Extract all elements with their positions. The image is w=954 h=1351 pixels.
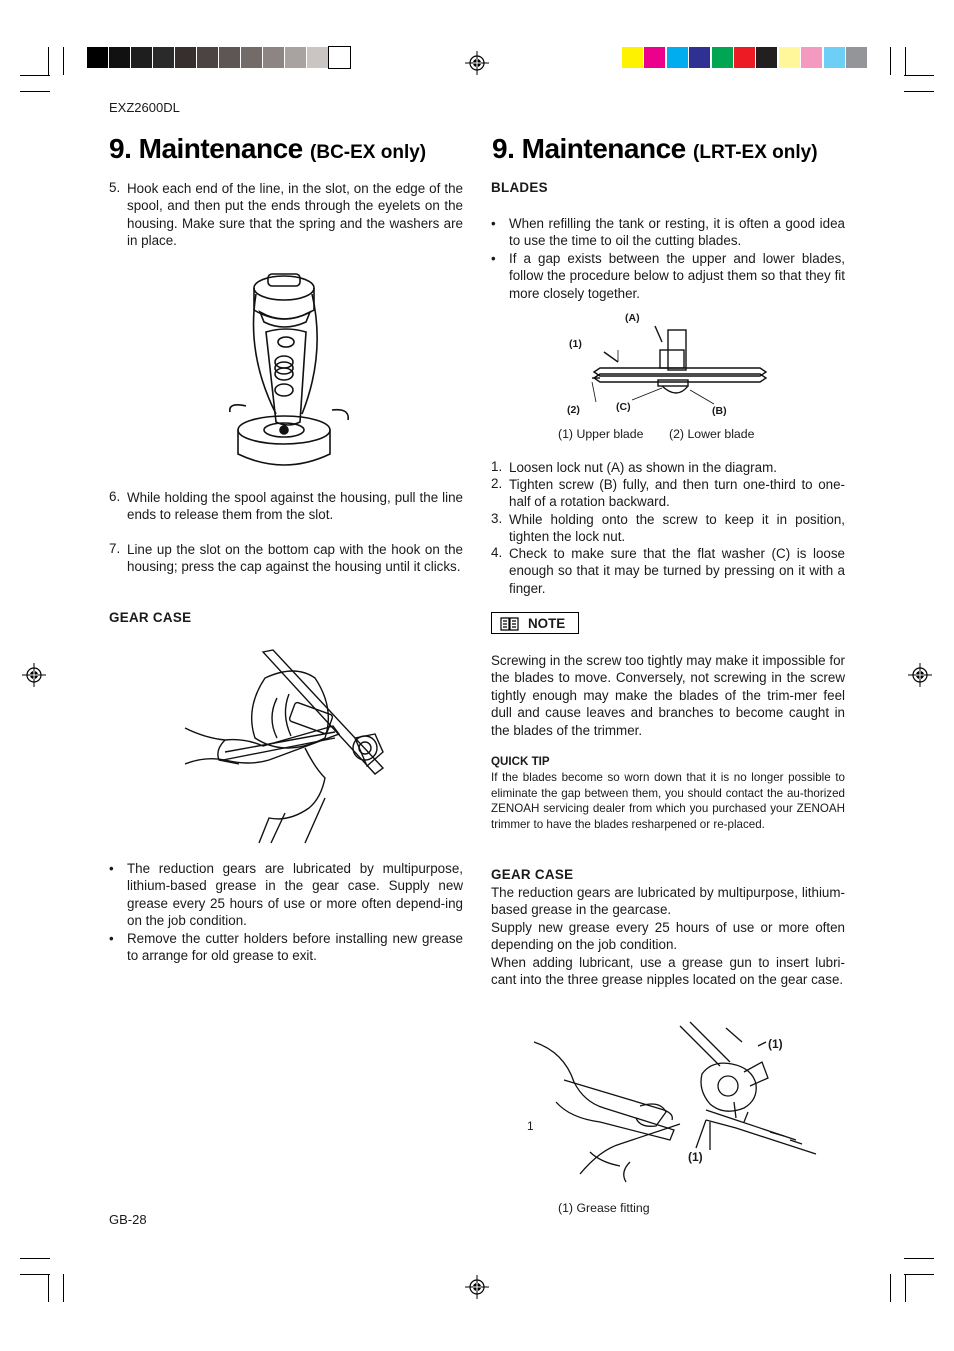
color-swatch [801, 47, 822, 68]
step-number: 2. [491, 476, 503, 491]
step-number: 6. [109, 489, 121, 504]
crop-mark [20, 91, 50, 92]
color-swatch [329, 47, 350, 68]
color-swatch [131, 47, 152, 68]
list-item: • Remove the cutter holders before installing new grease to arrange for old grease to exit. [109, 930, 463, 965]
diagram-label-a: (A) [625, 312, 640, 324]
book-icon [500, 616, 520, 631]
title-sub: (BC-EX only) [310, 142, 427, 163]
blade-step-3-text: While holding onto the screw to keep it in position, tighten the lock nut. [509, 512, 845, 545]
color-swatch [712, 47, 733, 68]
crop-mark [904, 1274, 934, 1275]
color-swatch [756, 47, 777, 68]
page-number: GB-28 [109, 1212, 147, 1227]
quick-tip-text: If the blades become so worn down that it is no longer possible to eliminate the gap between them, you should contact the au-thorized ZENOAH servicing dealer from which you purchased your ZENOAH trimmer to have the blades resharpened or re-placed. [491, 771, 845, 831]
note-box [491, 612, 579, 634]
left-bullet-list [109, 860, 463, 964]
gear-case-heading: GEAR CASE [109, 610, 192, 625]
note-text: Screwing in the screw too tightly may make it impossible for the blades to move. Conversely, not screwing in the screw tightly enough may make the blades of the trim-mer feel dull and cause leaves and branches to become caught in the blades of the trimmer. [491, 653, 845, 738]
color-swatch [689, 47, 710, 68]
left-page-title [109, 133, 426, 165]
right-page-title [492, 133, 818, 165]
diagram-label-b: (B) [712, 405, 727, 417]
caption-upper-blade: (1) Upper blade [558, 427, 644, 441]
crop-mark [904, 75, 934, 76]
color-swatch [622, 47, 643, 68]
registration-mark [465, 1275, 489, 1299]
step-number: 5. [109, 180, 121, 195]
color-swatch [734, 47, 755, 68]
crop-mark [905, 47, 906, 75]
blade-step-2-text: Tighten screw (B) fully, and then turn one-third to one-half of a rotation backward. [509, 477, 845, 510]
blade-step-1-text: Loosen lock nut (A) as shown in the diagram. [509, 460, 777, 475]
crop-mark [904, 91, 934, 92]
crop-mark [904, 1258, 934, 1259]
title-sub: (LRT-EX only) [693, 142, 818, 163]
color-swatch [285, 47, 306, 68]
caption-lower-blade: (2) Lower blade [669, 427, 755, 441]
crop-mark [48, 47, 49, 75]
color-swatch [846, 47, 867, 68]
registration-mark [465, 51, 489, 75]
step-7-text: Line up the slot on the bottom cap with the hook on the housing; press the cap against the housing until it clicks. [127, 542, 463, 575]
list-item: • When refilling the tank or resting, it is often a good idea to use the time to oil the cutting blades. [491, 215, 845, 250]
crop-mark [890, 47, 891, 75]
crop-mark [20, 75, 50, 76]
step-number: 3. [491, 511, 503, 526]
figure-label-top: (1) [768, 1037, 783, 1051]
step-number: 4. [491, 545, 503, 560]
step-number: 7. [109, 541, 121, 556]
crop-mark [63, 47, 64, 75]
right-gear-case-heading: GEAR CASE [491, 867, 574, 882]
color-swatch [667, 47, 688, 68]
crop-mark [20, 1258, 50, 1259]
figure-caption-grease-fitting: (1) Grease fitting [558, 1201, 650, 1215]
color-swatch [779, 47, 800, 68]
crop-mark [20, 1274, 50, 1275]
gear-case-paragraph-2: Supply new grease every 25 hours of use or more often depending on the job condition. [491, 920, 845, 953]
figure-side-number: 1 [527, 1119, 534, 1133]
list-item: • If a gap exists between the upper and lower blades, follow the procedure below to adjust them so that they fit more closely together. [491, 250, 845, 302]
color-swatch [219, 47, 240, 68]
color-swatch [644, 47, 665, 68]
diagram-label-2: (2) [567, 404, 580, 416]
gear-case-paragraph-1: The reduction gears are lubricated by multipurpose, lithium-based grease in the gearcase. [491, 885, 845, 918]
step-number: 1. [491, 459, 503, 474]
color-swatch [241, 47, 262, 68]
gear-case-greasing-illustration [185, 648, 385, 843]
diagram-label-c: (C) [616, 401, 631, 413]
crop-mark [63, 1274, 64, 1302]
blade-adjustment-diagram [590, 322, 772, 402]
note-label: NOTE [528, 616, 566, 631]
step-6-text: While holding the spool against the housing, pull the line ends to release them from the slot. [127, 490, 463, 523]
crop-mark [890, 1274, 891, 1302]
diagram-label-1: (1) [569, 338, 582, 350]
blades-bullet-list [491, 215, 845, 302]
color-swatch [109, 47, 130, 68]
model-number: EXZ2600DL [109, 100, 180, 115]
crop-mark [48, 1274, 49, 1302]
color-swatch [824, 47, 845, 68]
crop-mark [905, 1274, 906, 1302]
title-main: 9. Maintenance [109, 133, 303, 164]
color-swatch [263, 47, 284, 68]
blades-heading: BLADES [491, 180, 548, 195]
color-swatch [153, 47, 174, 68]
quick-tip-heading: QUICK TIP [491, 755, 550, 768]
color-swatch [197, 47, 218, 68]
blade-step-4-text: Check to make sure that the flat washer (C) is loose enough so that it may be turned by pressing on it with a finger. [509, 546, 845, 596]
list-item: • The reduction gears are lubricated by multipurpose, lithium-based grease in the gear case. Supply new grease every 25 hours of use or more often depend-ing on the job condition. [109, 860, 463, 930]
color-swatch [87, 47, 108, 68]
title-main: 9. Maintenance [492, 133, 686, 164]
registration-mark [22, 663, 46, 687]
color-swatch [175, 47, 196, 68]
gear-case-paragraph-3: When adding lubricant, use a grease gun to insert lubri-cant into the three grease nipples located on the gear case. [491, 955, 845, 988]
color-swatch [307, 47, 328, 68]
spool-assembly-illustration [226, 270, 352, 470]
step-5-text: Hook each end of the line, in the slot, on the edge of the spool, and then put the ends through the eyelets on the housing. Make sure that the spring and the washers are in place. [127, 181, 463, 249]
registration-mark [908, 663, 932, 687]
figure-label-bottom: (1) [688, 1150, 703, 1164]
